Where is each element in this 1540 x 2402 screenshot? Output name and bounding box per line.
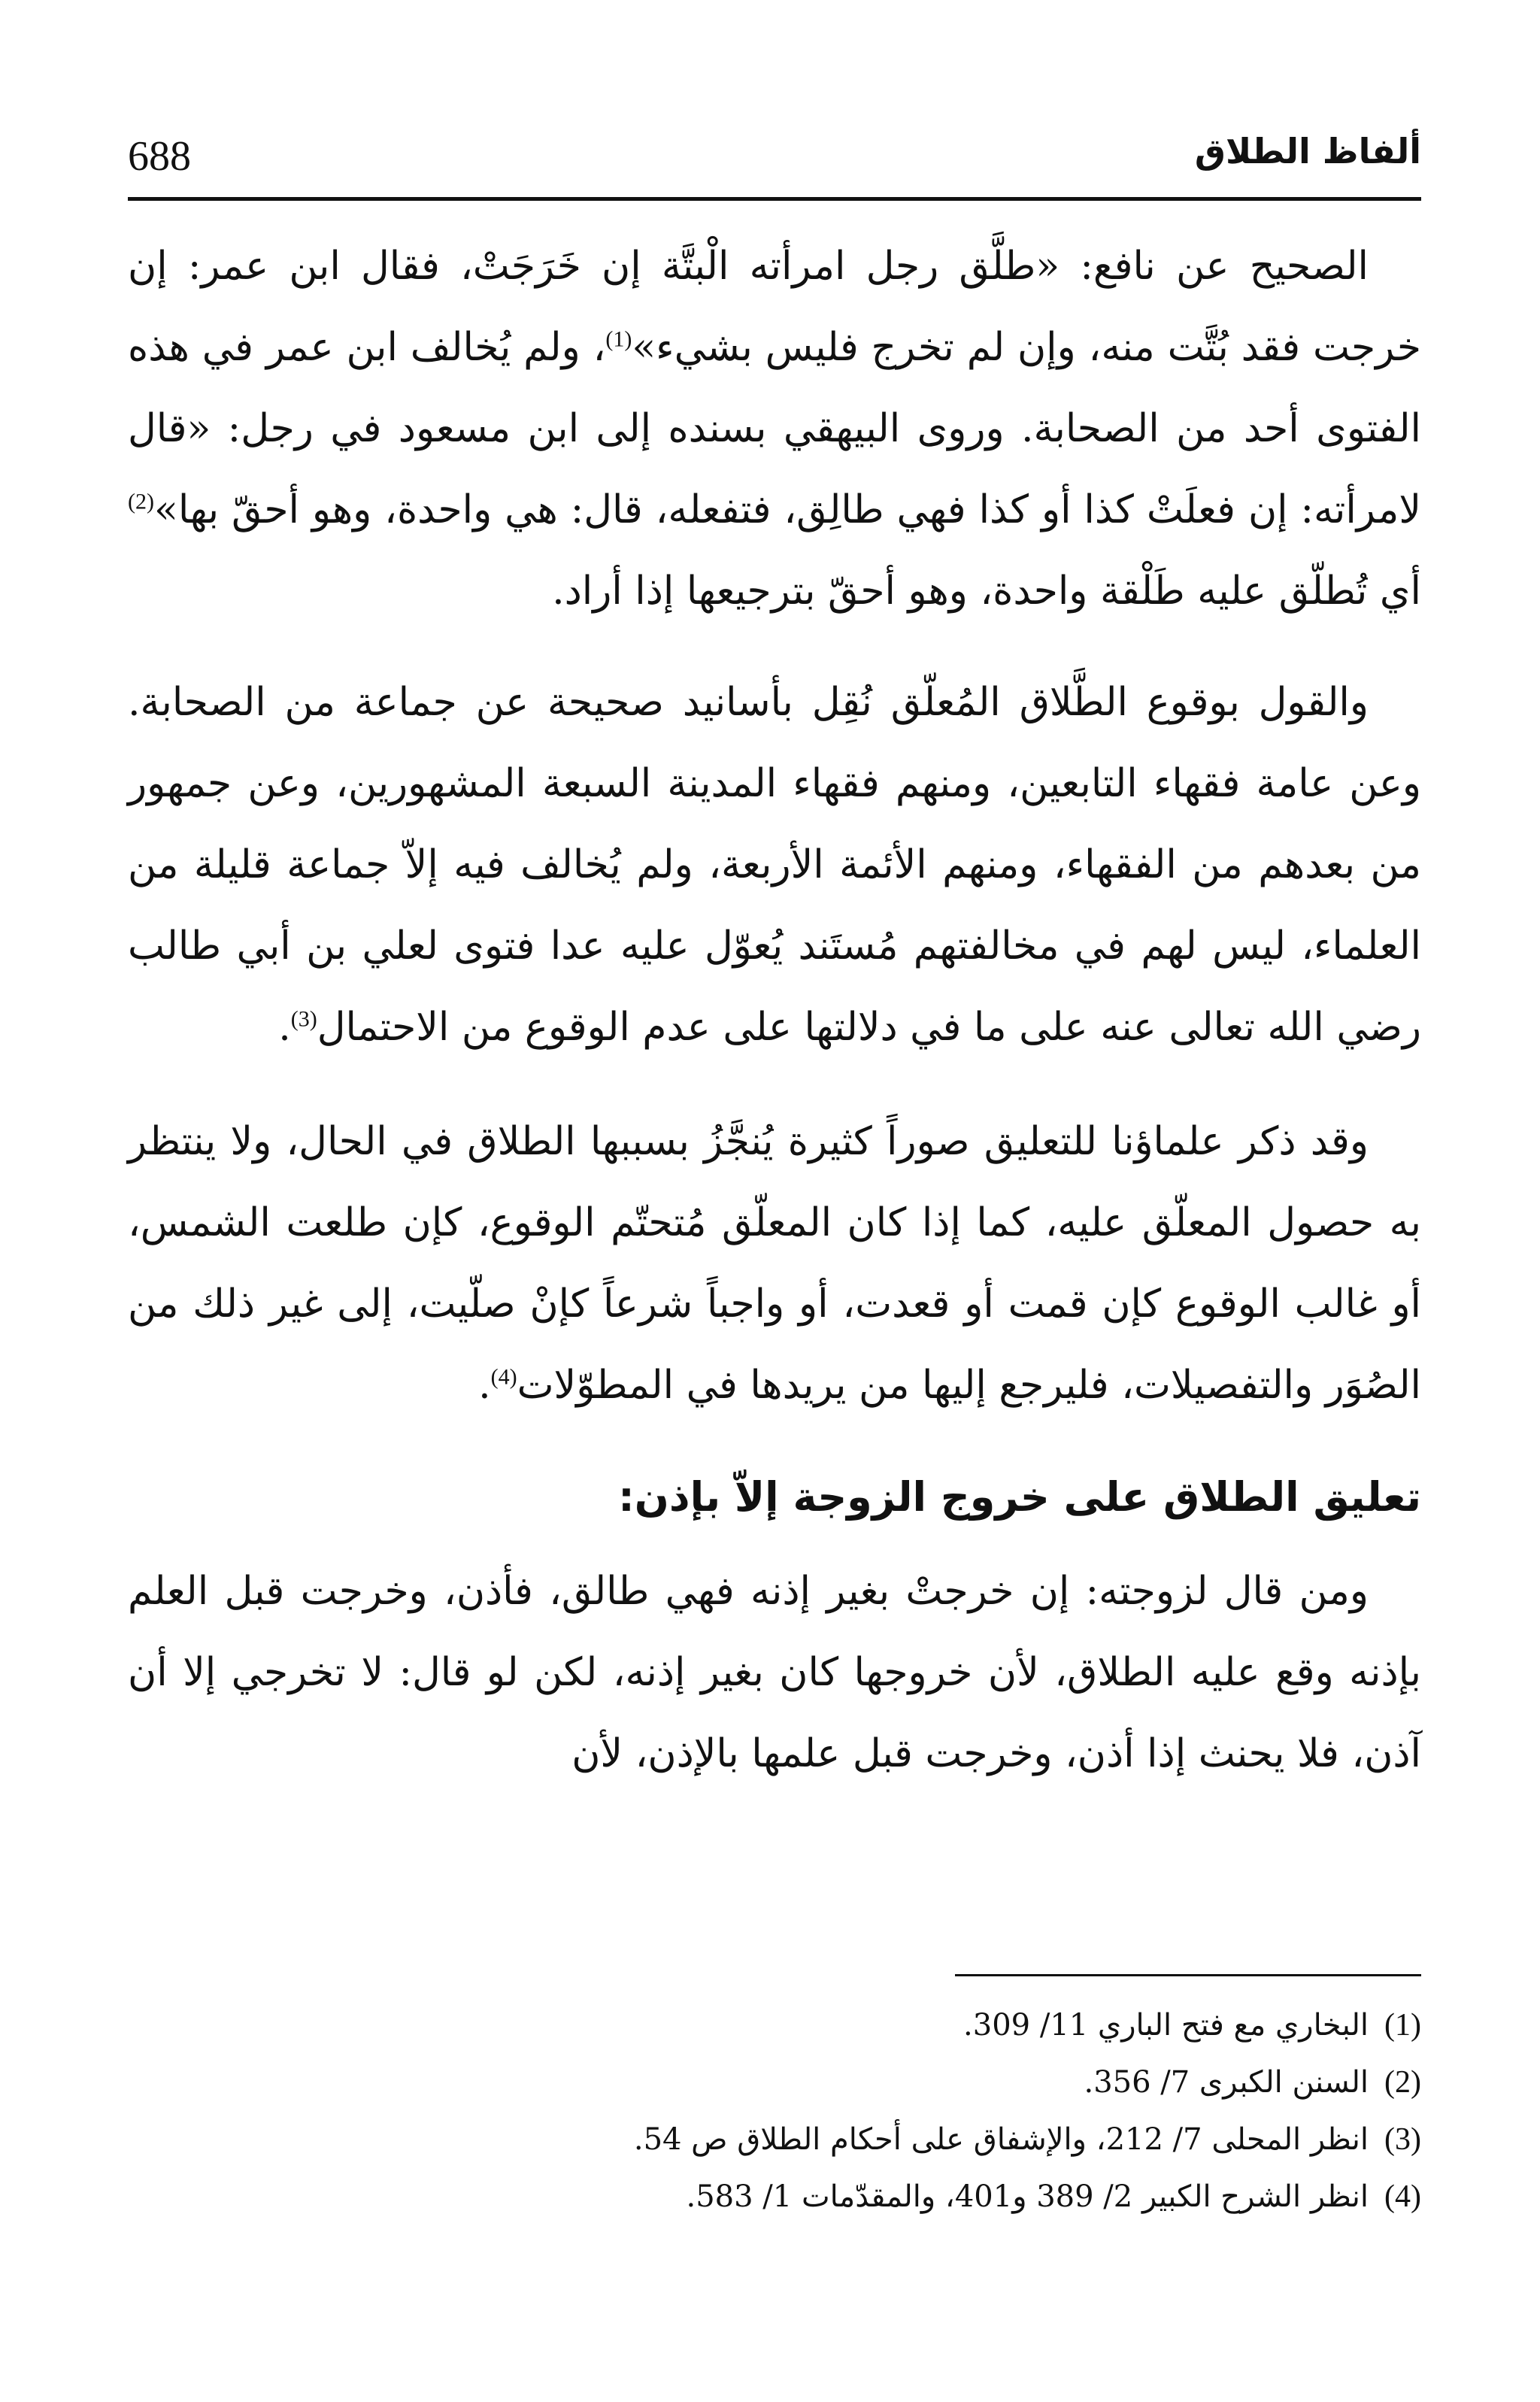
paragraph-4 [128,1551,1421,1794]
paragraph-1-text-a: الصحيح عن نافع: «طلَّق رجل امرأته الْبتَّة إن خَرَجَتْ، فقال ابن عمر: إن خرجت فقد بُتَّت منه، وإن لم تخرج فليس بشيء» [128,244,1421,370]
header-rule [128,197,1421,201]
footnote-2 [128,2054,1421,2111]
footnote-ref-2: (2) [128,489,154,514]
footnote-separator [955,1974,1421,1976]
footnote-3 [128,2111,1421,2168]
footnote-number: (2) [1384,2065,1421,2100]
footnote-1 [128,1997,1421,2054]
footnote-ref-4: (4) [490,1364,517,1390]
section-heading: تعليق الطلاق على خروج الزوجة إلاّ بإذن: [618,1473,1421,1521]
paragraph-3 [128,1101,1421,1426]
page-header [128,128,1421,188]
footnote-ref-1: (1) [605,326,632,352]
footnote-number: (4) [1384,2179,1421,2214]
footnote-number: (3) [1384,2122,1421,2157]
footnote-text: السنن الكبرى 7/ 356. [1084,2065,1369,2100]
paragraph-2-text-a: والقول بوقوع الطَّلاق المُعلّق نُقِل بأسانيد صحيحة عن جماعة من الصحابة. وعن عامة فقهاء التابعين، ومنهم فقهاء المدينة السبعة المشهورين، وعن جمهور من بعدهم من الفقهاء، ومنهم الأئمة الأربعة، ولم يُخالف فيه إلاّ جماعة قليلة من العلماء، ليس لهم في مخالفتهم مُستَند يُعوّل عليه عدا فتوى لعلي بن أبي طالب رضي الله تعالى عنه على ما في دلالتها على عدم الوقوع من الاحتمال [128,680,1421,1050]
footnote-number: (1) [1384,2008,1421,2043]
paragraph-2-text-b: . [278,1005,291,1050]
body-text [128,226,1421,1794]
paragraph-1 [128,226,1421,632]
paragraph-2 [128,662,1421,1068]
running-title: ألفاظ الطلاق [1194,131,1421,171]
page-number: 688 [128,133,191,180]
footnote-4 [128,2168,1421,2225]
paragraph-3-text-b: . [478,1363,491,1408]
paragraph-1-text-c: أي تُطلّق عليه طَلْقة واحدة، وهو أحقّ بترجيعها إذا أراد. [552,569,1421,614]
footnote-text: انظر الشرح الكبير 2/ 389 و401، والمقدّمات 1/ 583. [686,2179,1369,2214]
footnote-ref-3: (3) [290,1006,317,1032]
footnote-text: انظر المحلى 7/ 212، والإشفاق على أحكام الطلاق ص 54. [633,2122,1369,2157]
footnotes [128,1997,1421,2225]
paragraph-4-text-a: ومن قال لزوجته: إن خرجتْ بغير إذنه فهي طالق، فأذن، وخرجت قبل العلم بإذنه وقع عليه الطلاق، لأن خروجها كان بغير إذنه، لكن لو قال: لا تخرجي إلا أن آذن، فلا يحنث إذا أذن، وخرجت قبل علمها بالإذن، لأن [128,1569,1421,1776]
paragraph-3-text-a: وقد ذكر علماؤنا للتعليق صوراً كثيرة يُنجَّزُ بسببها الطلاق في الحال، ولا ينتظر به حصول المعلّق عليه، كما إذا كان المعلّق مُتحتّم الوقوع، كإن طلعت الشمس، أو غالب الوقوع كإن قمت أو قعدت، أو واجباً شرعاً كإنْ صلّيت، إلى غير ذلك من الصُوَر والتفصيلات، فليرجع إليها من يريدها في المطوّلات [128,1119,1422,1408]
paragraph-1-text-b: ، ولم يُخالف ابن عمر في هذه الفتوى أحد من الصحابة. وروى البيهقي بسنده إلى ابن مسعود في رجل: «قال لامرأته: إن فعلَتْ كذا أو كذا فهي طالِق، فتفعله، قال: هي واحدة، وهو أحقّ بها» [128,325,1421,532]
footnote-text: البخاري مع فتح الباري 11/ 309. [963,2008,1369,2043]
